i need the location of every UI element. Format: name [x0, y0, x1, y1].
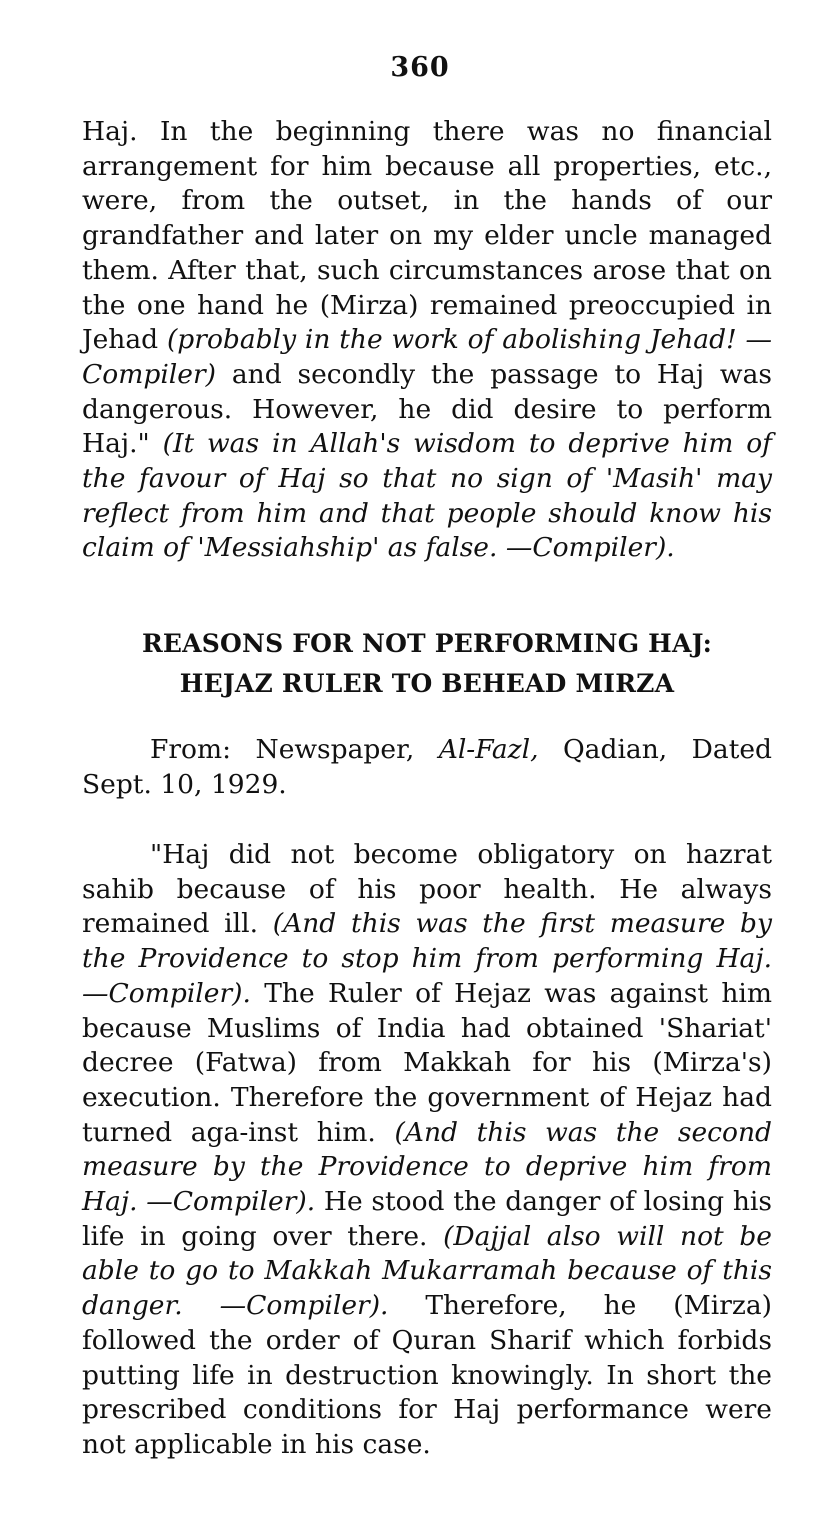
paragraph-2-compiler-note-2: (And this was the second measure by the Providence to deprive him from Haj. —Compiler). [82, 1116, 772, 1218]
paragraph-1-text-2: and secondly the passage to Haj was dangerous. However, he did desire to perform Haj." [82, 358, 772, 460]
paragraph-2-compiler-note-3: (Dajjal also will not be able to go to Makkah Mukarramah because of this danger. —Compiler). [82, 1220, 772, 1322]
section-heading-line-2: HEJAZ RULER TO BEHEAD MIRZA [179, 669, 675, 698]
paragraph-1-compiler-note-2: (It was in Allah's wisdom to deprive him of the favour of Haj so that no sign of 'Masih' may reflect from him and that people should know his claim of 'Messiahship' as false. —Compiler). [82, 428, 772, 564]
paragraph-2-text-1: "Haj did not become obligatory on hazrat sahib because of his poor health. He always remained ill. [82, 839, 772, 940]
source-suffix: Qadian, Dated Sept. 10, 1929. [82, 734, 772, 800]
source-newspaper-name: Al-Fazl, [438, 734, 539, 765]
paragraph-2-text-2: The Ruler of Hejaz was against him because Muslims of India had obtained 'Shariat' decree (Fatwa) from Makkah for his (Mirza's) execution. Therefore the government of Hejaz had turned aga-inst him. [82, 977, 772, 1148]
paragraph-2-text-4: Therefore, he (Mirza) followed the order of Quran Sharif which forbids putting life in destruction knowingly. In short the prescribed conditions for Haj performance were not applicable in his case. [82, 1290, 772, 1460]
body-paragraph-2 [82, 838, 772, 1463]
section-heading-line-1: REASONS FOR NOT PERFORMING HAJ: [141, 629, 713, 658]
source-prefix: From: Newspaper, [150, 734, 439, 765]
section-heading [82, 624, 772, 704]
paragraph-1-text-1: Haj. In the beginning there was no financial arrangement for him because all properties, etc., were, from the outset, in the hands of our grandfather and later on my elder uncle managed them. After that, such circumstances arose that on the one hand he (Mirza) remained preoccupied in Jehad [82, 116, 772, 356]
body-paragraph-1 [82, 115, 772, 566]
paragraph-2-text-3: He stood the danger of losing his life in going over there. [82, 1186, 772, 1252]
source-citation [82, 733, 772, 802]
paragraph-1-compiler-note-1: (probably in the work of abolishing Jehad! — Compiler) [82, 324, 772, 390]
page-number: 360 [390, 52, 450, 83]
paragraph-2-compiler-note-1: (And this was the first measure by the Providence to stop him from performing Haj. —Compiler). [82, 908, 772, 1009]
